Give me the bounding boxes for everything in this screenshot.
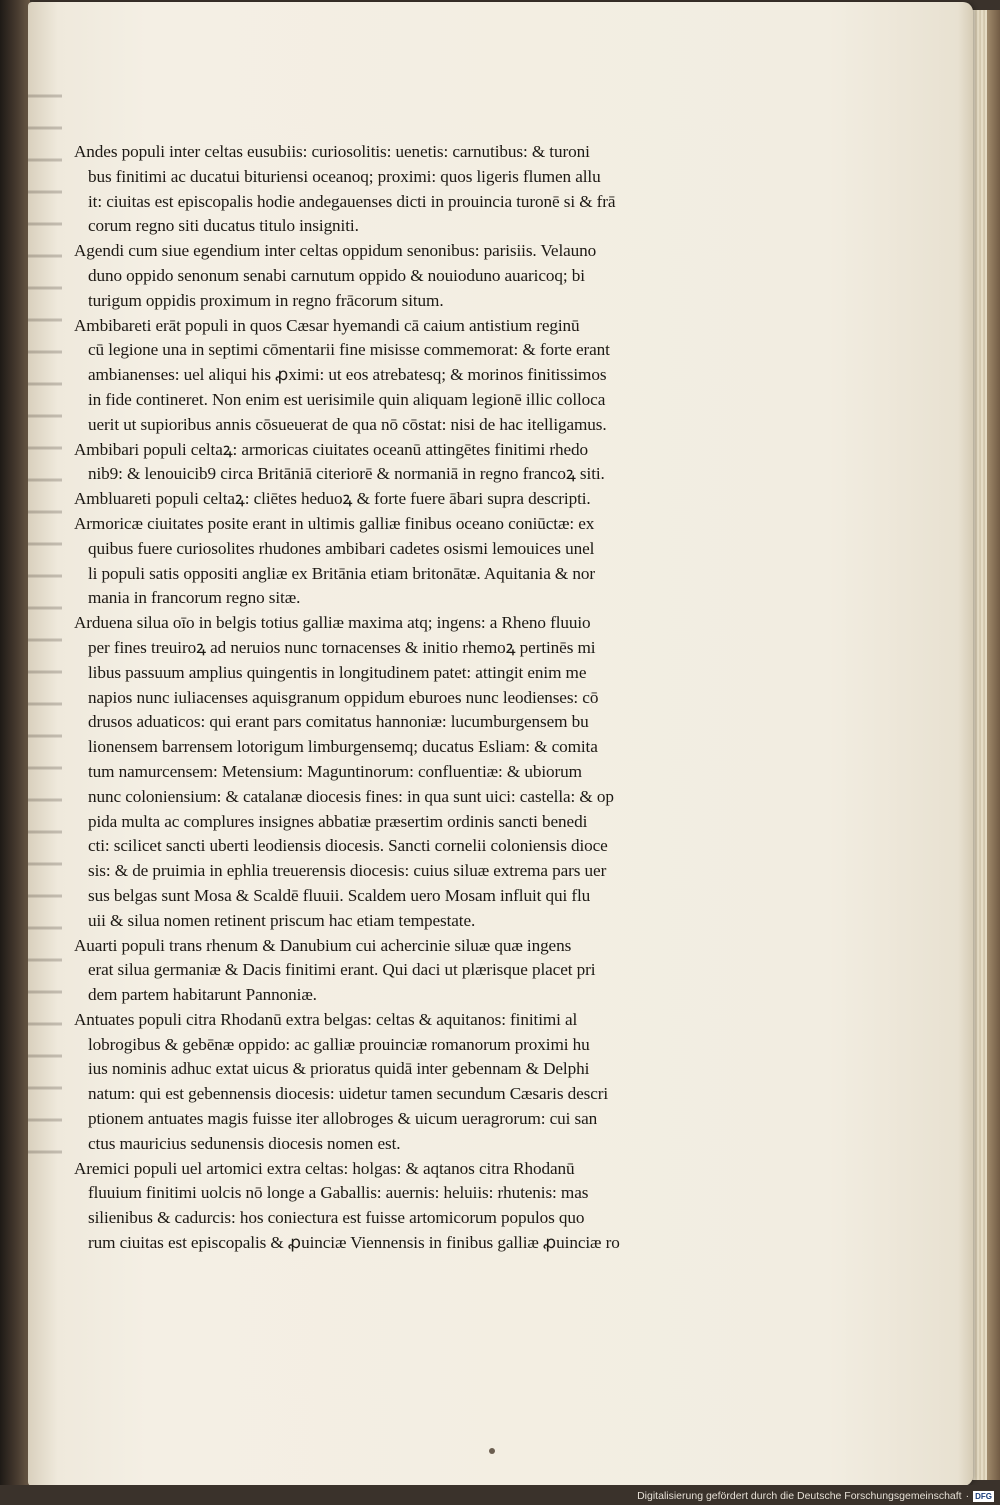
digitization-credit (637, 1490, 994, 1502)
text-line: natum: qui est gebennensis diocesis: uidetur tamen secundum Cæsaris descri (88, 1084, 609, 1104)
text-line: it: ciuitas est episcopalis hodie andegauenses dicti in prouincia turonē si & frā (88, 191, 616, 211)
text-line: sis: & de pruimia in ephlia treuerensis diocesis: cuius siluæ extrema pars uer (88, 861, 607, 881)
text-line: Agendi cum siue egendium inter celtas oppidum senonibus: parisiis. Velauno (74, 241, 597, 261)
text-line: ctus mauricius sedunensis diocesis nomen est. (88, 1133, 401, 1153)
text-entry (74, 438, 724, 488)
page-text (74, 140, 724, 1256)
text-entry (74, 487, 724, 512)
text-line: tum namurcensem: Metensium: Maguntinorum: confluentiæ: & ubiorum (88, 761, 582, 781)
text-line: Aremici populi uel artomici extra celtas: holgas: & aqtanos citra Rhodanū (74, 1158, 575, 1178)
text-line: li populi satis oppositi angliæ ex Britānia etiam britonātæ. Aquitania & nor (88, 563, 596, 583)
text-line: turigum oppidis proximum in regno frācorum situm. (88, 290, 444, 310)
text-line: duno oppido senonum senabi carnutum oppido & nouioduno auaricoq; bi (88, 265, 585, 285)
text-line: Ambibari populi celtaꝝ: armoricas ciuitates oceanū attingētes finitimi rhedo (74, 439, 588, 459)
text-line: drusos aduaticos: qui erant pars comitatus hannoniæ: lucumburgensem bu (88, 712, 589, 732)
text-line: pida multa ac complures insignes abbatiæ præsertim ordinis sancti benedi (88, 811, 588, 831)
text-line: Andes populi inter celtas eusubiis: curiosolitis: uenetis: carnutibus: & turoni (74, 142, 590, 161)
text-entry (74, 512, 724, 611)
dfg-logo: DFG (975, 1491, 992, 1501)
text-line: erat silua germaniæ & Dacis finitimi erant. Qui daci ut plærisque placet pri (88, 960, 596, 980)
text-line: Antuates populi citra Rhodanū extra belgas: celtas & aquitanos: finitimi al (74, 1009, 578, 1029)
text-line: Armoricæ ciuitates posite erant in ultimis galliæ finibus oceano coniūctæ: ex (74, 513, 595, 533)
text-line: sus belgas sunt Mosa & Scaldē fluuii. Scaldem uero Mosam influit qui flu (88, 885, 591, 905)
text-line: cū legione una in septimi cōmentarii fine misisse commemorat: & forte erant (88, 340, 610, 360)
text-entry (74, 1008, 724, 1157)
ink-spot (489, 1448, 495, 1454)
text-line: Ambluareti populi celtaꝝ: cliētes heduoꝝ & forte fuere ābari supra descripti. (74, 489, 591, 509)
text-line: Arduena silua oīo in belgis totius galliæ maxima atq; ingens: a Rheno fluuio (74, 613, 591, 633)
text-line: fluuium finitimi uolcis nō longe a Gaballis: auernis: heluiis: rhutenis: mas (88, 1183, 589, 1203)
text-line: uerit ut supioribus annis cōsueuerat de qua nō cōstat: nisi de hac itelligamus. (88, 414, 607, 434)
text-entry (74, 314, 724, 438)
text-line: nib9: & lenouicib9 circa Britāniā citeriorē & normaniā in regno francoꝝ siti. (88, 464, 605, 484)
text-line: mania in francorum regno sitæ. (88, 588, 301, 608)
text-entry (74, 611, 724, 933)
text-line: rum ciuitas est episcopalis & ꝓuinciæ Viennensis in finibus galliæ ꝓuinciæ ro (88, 1233, 620, 1253)
text-line: per fines treuiroꝝ ad neruios nunc tornacenses & initio rhemoꝝ pertinēs mi (88, 637, 596, 657)
credit-text: Digitalisierung gefördert durch die Deutsche Forschungsgemeinschaft (637, 1490, 962, 1502)
text-line: Ambibareti erāt populi in quos Cæsar hyemandi cā caium antistium reginū (74, 315, 580, 335)
text-entry (74, 239, 724, 313)
text-line: ptionem antuates magis fuisse iter allobroges & uicum ueragrorum: cui san (88, 1109, 598, 1129)
text-line: libus passuum amplius quingentis in longitudinem patet: attingit enim me (88, 662, 587, 682)
footer-bar (0, 1485, 1000, 1505)
book-cover-left (0, 0, 30, 1490)
text-entry (74, 1157, 724, 1256)
text-line: silienibus & cadurcis: hos coniectura est fuisse artomicorum populos quo (88, 1208, 585, 1228)
text-entry (74, 140, 724, 239)
text-line: cti: scilicet sancti uberti leodiensis diocesis. Sancti cornelii coloniensis dioce (88, 836, 608, 856)
text-line: in fide contineret. Non enim est uerisimile quin aliquam legionē illic colloca (88, 389, 606, 409)
text-line: dem partem habitarunt Pannoniæ. (88, 985, 317, 1005)
text-line: ambianenses: uel aliqui his ꝓximi: ut eos atrebatesq; & morinos finitissimos (88, 365, 607, 385)
text-line: nunc coloniensium: & catalanæ diocesis fines: in qua sunt uici: castella: & op (88, 786, 614, 806)
text-line: Auarti populi trans rhenum & Danubium cui achercinie siluæ quæ ingens (74, 935, 572, 955)
text-line: quibus fuere curiosolites rhudones ambibari cadetes osismi lemouices unel (88, 538, 595, 558)
text-entry (74, 934, 724, 1008)
text-line: lionensem barrensem lotorigum limburgensemq; ducatus Esliam: & comita (88, 737, 598, 757)
text-line: lobrogibus & gebēnæ oppido: ac galliæ prouinciæ romanorum proximi hu (88, 1034, 590, 1054)
separator-dot: · (965, 1490, 970, 1502)
show-through-text (28, 80, 62, 1180)
text-line: uii & silua nomen retinent priscum hac etiam tempestate. (88, 910, 476, 930)
text-line: corum regno siti ducatus titulo insigniti. (88, 216, 359, 236)
text-line: ius nominis adhuc extat uicus & prioratus quidā inter gebennam & Delphi (88, 1059, 590, 1079)
text-line: napios nunc iuliacenses aquisgranum oppidum eburoes nunc leodienses: cō (88, 687, 599, 707)
text-line: bus finitimi ac ducatui bituriensi oceanoq; proximi: quos ligeris flumen allu (88, 166, 601, 186)
